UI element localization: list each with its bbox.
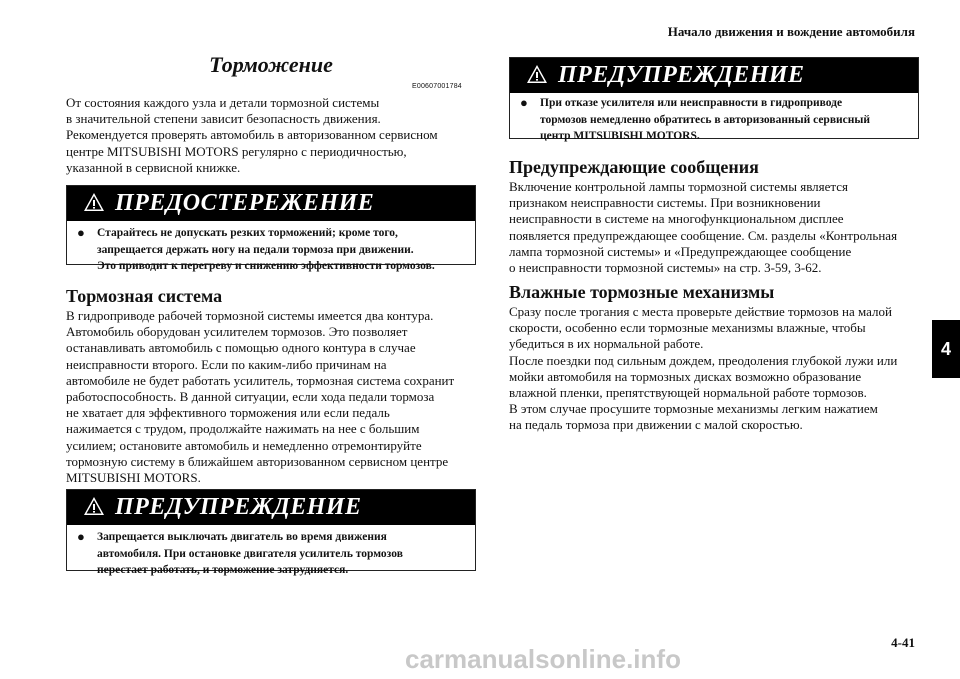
text-line: мойки автомобиля на тормозных дисках возможно образование bbox=[509, 368, 862, 384]
text-line: останавливать автомобиль с помощью одного контура в случае bbox=[66, 340, 416, 356]
page-number: 4-41 bbox=[891, 635, 915, 650]
text-line: Старайтесь не допускать резких торможений; кроме того, bbox=[97, 227, 398, 239]
brake-system-heading: Тормозная система bbox=[66, 286, 223, 306]
warning-box-1 bbox=[66, 489, 476, 576]
warning-box-1-header bbox=[67, 490, 475, 525]
text-line: Рекомендуется проверять автомобиль в авторизованном сервисном bbox=[66, 127, 438, 143]
text-line: убедиться в их нормальной работе. bbox=[509, 336, 704, 352]
warning-triangle-icon bbox=[526, 64, 548, 84]
text-line: нажимается с трудом, продолжайте нажимать на нее с большим bbox=[66, 421, 420, 437]
running-header: Начало движения и вождение автомобиля bbox=[667, 24, 915, 39]
text-line: появляется предупреждающее сообщение. См. разделы «Контрольная bbox=[509, 227, 898, 243]
intro-paragraph bbox=[66, 95, 438, 176]
text-line: указанной в сервисной книжке. bbox=[66, 159, 241, 175]
warning-triangle-icon bbox=[83, 192, 105, 212]
text-line: Это приводит к перегреву и снижению эффективности тормозов. bbox=[97, 260, 435, 272]
warning-item bbox=[77, 529, 467, 579]
text-line: тормозную систему в ближайшем авторизованном сервисном центре bbox=[66, 453, 449, 469]
chapter-tab: 4 bbox=[932, 320, 960, 378]
text-line: Сразу после трогания с места проверьте действие тормозов на малой bbox=[509, 304, 892, 319]
text-line: влажной пленки, препятствующей нормальной работе тормозов. bbox=[509, 385, 867, 401]
text-line: о неисправности тормозной системы» на стр. 3-59, 3-62. bbox=[509, 260, 822, 276]
text-line: скорости, особенно если тормозные механизмы влажные, чтобы bbox=[509, 320, 866, 336]
text-line: работоспособность. В данной ситуации, если хода педали тормоза bbox=[66, 389, 435, 405]
text-line: Включение контрольной лампы тормозной системы является bbox=[509, 179, 848, 194]
warning-box-2 bbox=[509, 57, 919, 142]
caution-box bbox=[66, 185, 476, 272]
text-line: От состояния каждого узла и детали тормозной системы bbox=[66, 95, 380, 110]
caution-item bbox=[77, 225, 467, 275]
warning-box-2-title: ПРЕДУПРЕЖДЕНИЕ bbox=[558, 62, 805, 88]
bullet: ● bbox=[520, 95, 528, 110]
text-line: автомобиле не будет работать усилитель, тормозная система сохранит bbox=[66, 372, 455, 388]
text-line: После поездки под сильным дождем, преодоления глубокой лужи или bbox=[509, 352, 898, 368]
text-line: автомобиля. При остановке двигателя усилитель тормозов bbox=[97, 547, 403, 560]
brake-system-paragraph bbox=[66, 308, 454, 486]
warning-box-2-header bbox=[510, 58, 918, 93]
text-line: лампа тормозной системы» и «Предупреждающее сообщение bbox=[509, 243, 852, 259]
wet-brakes-paragraph bbox=[509, 304, 897, 434]
text-line: неисправности в системе на многофункциональном дисплее bbox=[509, 211, 844, 227]
text-line: В гидроприводе рабочей тормозной системы имеется два контура. bbox=[66, 308, 434, 323]
wet-brakes-heading: Влажные тормозные механизмы bbox=[509, 282, 775, 302]
watermark: carmanualsonline.info bbox=[405, 644, 681, 674]
bullet: ● bbox=[77, 225, 85, 240]
caution-box-title: ПРЕДОСТЕРЕЖЕНИЕ bbox=[115, 190, 375, 216]
text-line: Запрещается выключать двигатель во время движения bbox=[97, 531, 387, 543]
text-line: усилием; остановите автомобиль и немедленно отремонтируйте bbox=[66, 437, 422, 453]
text-line: перестает работать, и торможение затрудняется. bbox=[97, 564, 349, 576]
caution-box-header bbox=[67, 186, 475, 221]
text-line: При отказе усилителя или неисправности в гидроприводе bbox=[540, 97, 843, 109]
warning-item bbox=[520, 95, 910, 145]
text-line: MITSUBISHI MOTORS. bbox=[66, 470, 201, 486]
text-line: в значительной степени зависит безопасность движения. bbox=[66, 111, 381, 127]
text-line: Автомобиль оборудован усилителем тормозов. Это позволяет bbox=[66, 324, 408, 340]
warning-box-1-title: ПРЕДУПРЕЖДЕНИЕ bbox=[115, 494, 362, 520]
bullet: ● bbox=[77, 529, 85, 544]
text-line: центр MITSUBISHI MOTORS. bbox=[540, 130, 700, 142]
text-line: тормозов немедленно обратитесь в авторизованный сервисный bbox=[540, 113, 871, 126]
warning-messages-heading: Предупреждающие сообщения bbox=[509, 157, 759, 177]
document-code: E00607001784 bbox=[412, 83, 462, 90]
text-line: центре MITSUBISHI MOTORS регулярно с периодичностью, bbox=[66, 143, 407, 159]
text-line: запрещается держать ногу на педали тормоза при движении. bbox=[97, 243, 414, 256]
section-title: Торможение bbox=[209, 52, 333, 77]
text-line: не хватает для эффективного торможения или если педаль bbox=[66, 405, 390, 421]
text-line: неисправности второго. Если по каким-либо причинам на bbox=[66, 356, 387, 372]
text-line: признаком неисправности системы. При возникновении bbox=[509, 195, 821, 211]
text-line: на педаль тормоза при движении с малой скоростью. bbox=[509, 417, 803, 433]
warning-triangle-icon bbox=[83, 496, 105, 516]
warning-messages-paragraph bbox=[509, 179, 897, 276]
text-line: В этом случае просушите тормозные механизмы легким нажатием bbox=[509, 401, 878, 417]
